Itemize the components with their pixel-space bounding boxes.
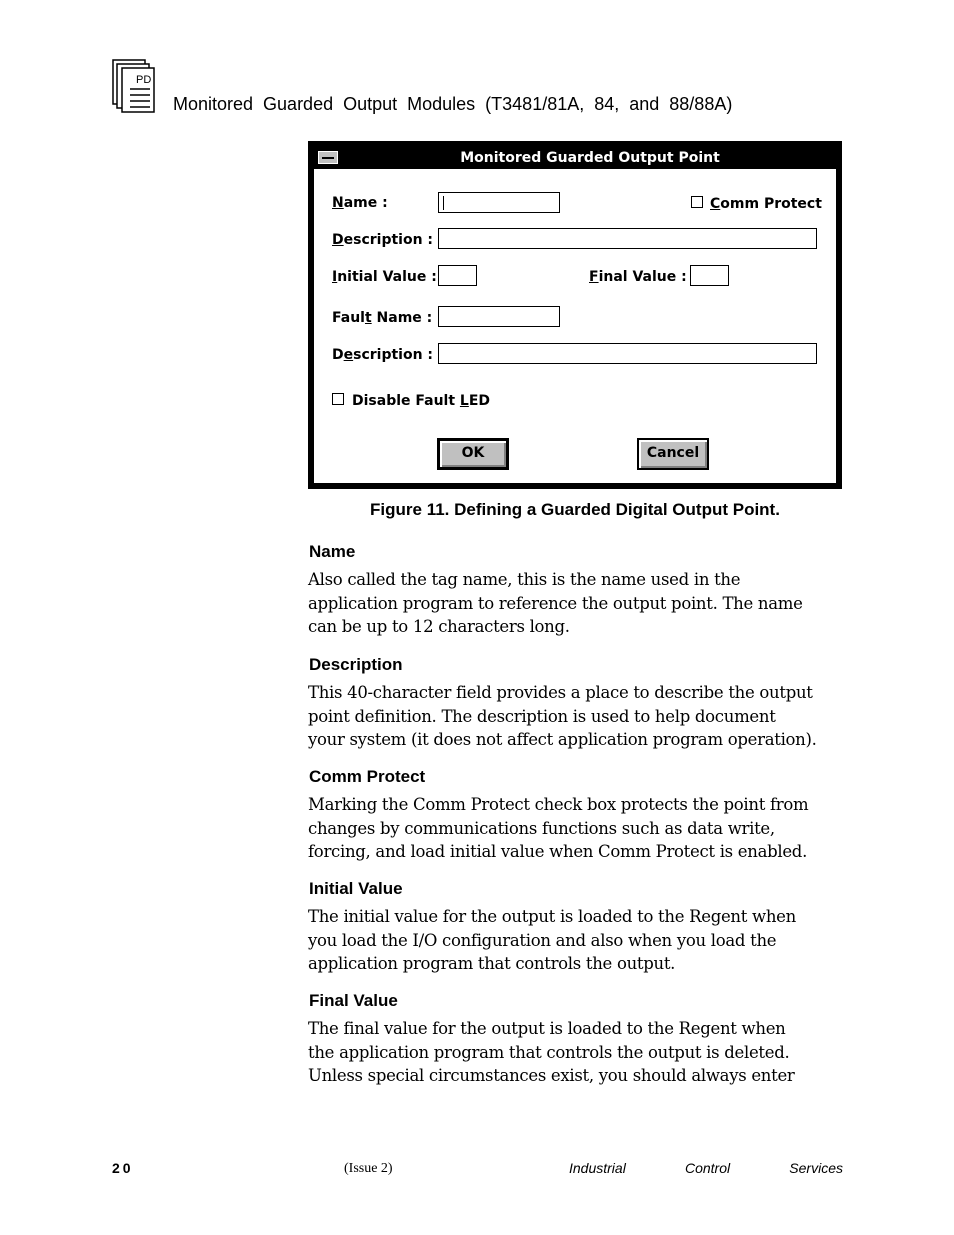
description-label: Description : (332, 232, 434, 248)
body-line: point definition. The description is used to help document (308, 706, 776, 726)
dialog-titlebar (314, 147, 836, 169)
body-line: you load the I/O configuration and also when you load the (308, 930, 777, 950)
output-point-dialog (308, 141, 842, 489)
issue-label: (Issue 2) (344, 1161, 393, 1176)
body-line: changes by communications functions such as data write, (308, 818, 775, 838)
description-input[interactable] (438, 228, 817, 249)
comm-protect-checkbox[interactable] (691, 196, 703, 208)
body-line: Marking the Comm Protect check box protects the point from (308, 795, 809, 814)
system-menu-icon[interactable] (318, 151, 338, 164)
body-line: application program that controls the output. (308, 954, 676, 974)
body-line: the application program that controls the output is deleted. (308, 1042, 790, 1062)
disable-fault-led-checkbox[interactable] (332, 393, 344, 405)
initial-value-input[interactable] (438, 265, 477, 286)
section-body (308, 1017, 848, 1088)
section-body (308, 905, 848, 976)
body-line: application program to reference the output point. The name (308, 593, 803, 613)
name-input[interactable] (438, 192, 560, 213)
body-line: forcing, and load initial value when Comm Protect is enabled. (308, 842, 808, 862)
disable-fault-led-label: Disable Fault LED (352, 393, 491, 409)
section-heading: Final Value (309, 991, 398, 1010)
body-line: The initial value for the output is loaded to the Regent when (308, 907, 796, 926)
document-icon-label: PD (136, 74, 152, 86)
company-name (569, 1160, 843, 1176)
fault-name-input[interactable] (438, 306, 560, 327)
dialog-title: Monitored Guarded Output Point (460, 150, 720, 166)
final-value-input[interactable] (690, 265, 729, 286)
section-heading: Comm Protect (309, 767, 426, 786)
page-number: 20 (112, 1160, 134, 1176)
figure-caption: Figure 11. Defining a Guarded Digital Output Point. (370, 500, 780, 519)
company-word: Industrial (569, 1160, 626, 1176)
fault-name-label: Fault Name : (332, 310, 433, 326)
body-line: Also called the tag name, this is the name used in the (308, 570, 741, 589)
page-header-title: Monitored Guarded Output Modules (T3481/81A, 84, and 88/88A) (173, 94, 733, 114)
section-heading: Initial Value (309, 879, 403, 898)
body-line: Unless special circumstances exist, you should always enter (308, 1066, 795, 1086)
section-body (308, 793, 848, 864)
final-value-label: Final Value : (589, 269, 687, 285)
text-cursor (443, 196, 444, 210)
body-line: This 40-character field provides a place to describe the output (308, 683, 813, 702)
fault-description-label: Description : (332, 347, 434, 363)
name-label: Name : (332, 195, 388, 211)
body-line: your system (it does not affect application program operation). (308, 730, 817, 750)
body-line: can be up to 12 characters long. (308, 617, 570, 637)
company-word: Control (684, 1160, 731, 1176)
comm-protect-label: Comm Protect (710, 196, 822, 212)
section-body (308, 568, 848, 639)
ok-button[interactable]: OK (437, 438, 509, 470)
company-word: Services (789, 1160, 843, 1176)
initial-value-label: Initial Value : (332, 269, 437, 285)
body-line: The final value for the output is loaded to the Regent when (308, 1019, 786, 1038)
section-heading: Name (309, 542, 356, 561)
cancel-button[interactable]: Cancel (637, 438, 709, 470)
section-heading: Description (309, 655, 403, 674)
fault-description-input[interactable] (438, 343, 817, 364)
section-body (308, 681, 848, 752)
document-icon (112, 59, 156, 113)
